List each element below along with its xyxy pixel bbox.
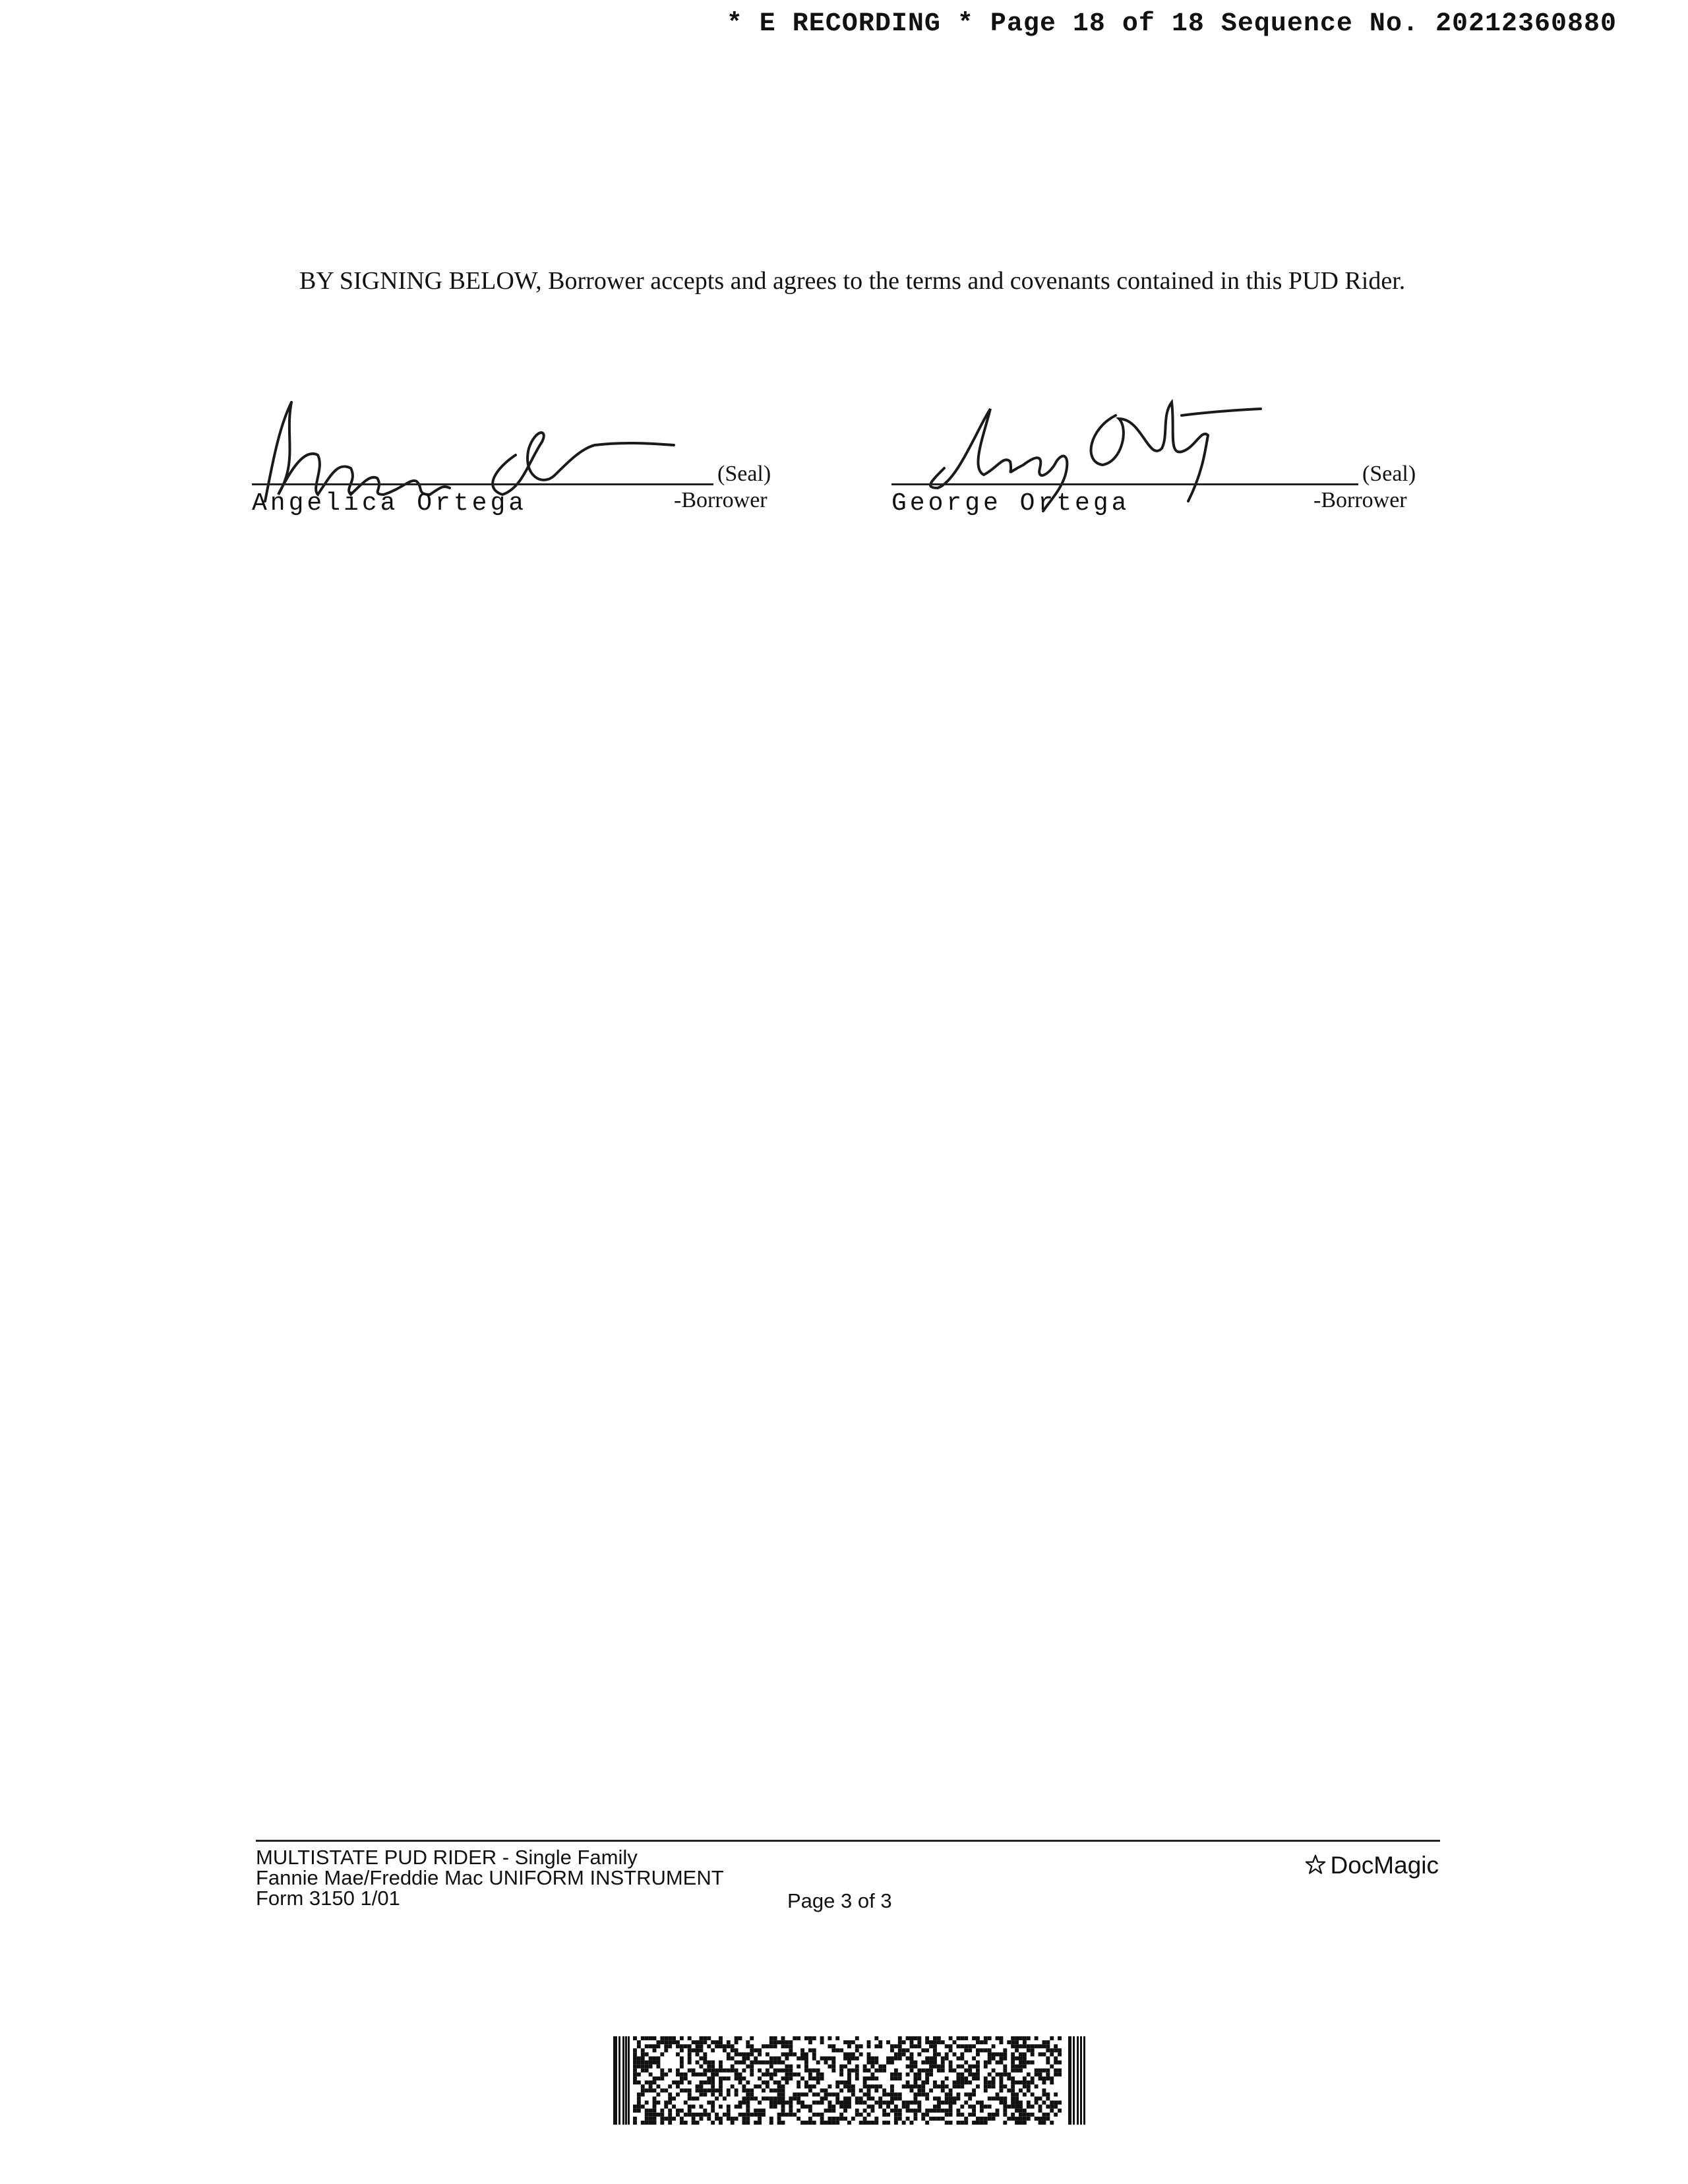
form-title: MULTISTATE PUD RIDER - Single Family (256, 1846, 638, 1869)
form-number: Form 3150 1/01 (256, 1887, 400, 1910)
signer-role: -Borrower (1313, 488, 1407, 512)
star-icon (1304, 1854, 1327, 1876)
signature-line (252, 483, 713, 485)
signer-role: -Borrower (674, 488, 768, 512)
uniform-instrument-label: Fannie Mae/Freddie Mac UNIFORM INSTRUMENT (256, 1866, 724, 1889)
signature-block-borrower-1 (252, 389, 779, 534)
document-footer (256, 1840, 1440, 1912)
seal-label: (Seal) (717, 462, 771, 486)
brand-name: DocMagic (1330, 1851, 1439, 1879)
page-number: Page 3 of 3 (787, 1889, 892, 1912)
barcode-icon (613, 2036, 1087, 2125)
signer-name: Angelica Ortega (252, 489, 528, 518)
docmagic-logo (1304, 1851, 1439, 1879)
signature-line (891, 483, 1358, 485)
signer-name: George Ortega (891, 489, 1130, 518)
signing-agreement-text: BY SIGNING BELOW, Borrower accepts and agrees to the terms and covenants contained in this PUD Rider. (299, 267, 1406, 295)
signature-block-borrower-2 (891, 389, 1426, 534)
seal-label: (Seal) (1362, 462, 1416, 486)
recording-stamp: * E RECORDING * Page 18 of 18 Sequence No. 20212360880 (726, 9, 1617, 39)
